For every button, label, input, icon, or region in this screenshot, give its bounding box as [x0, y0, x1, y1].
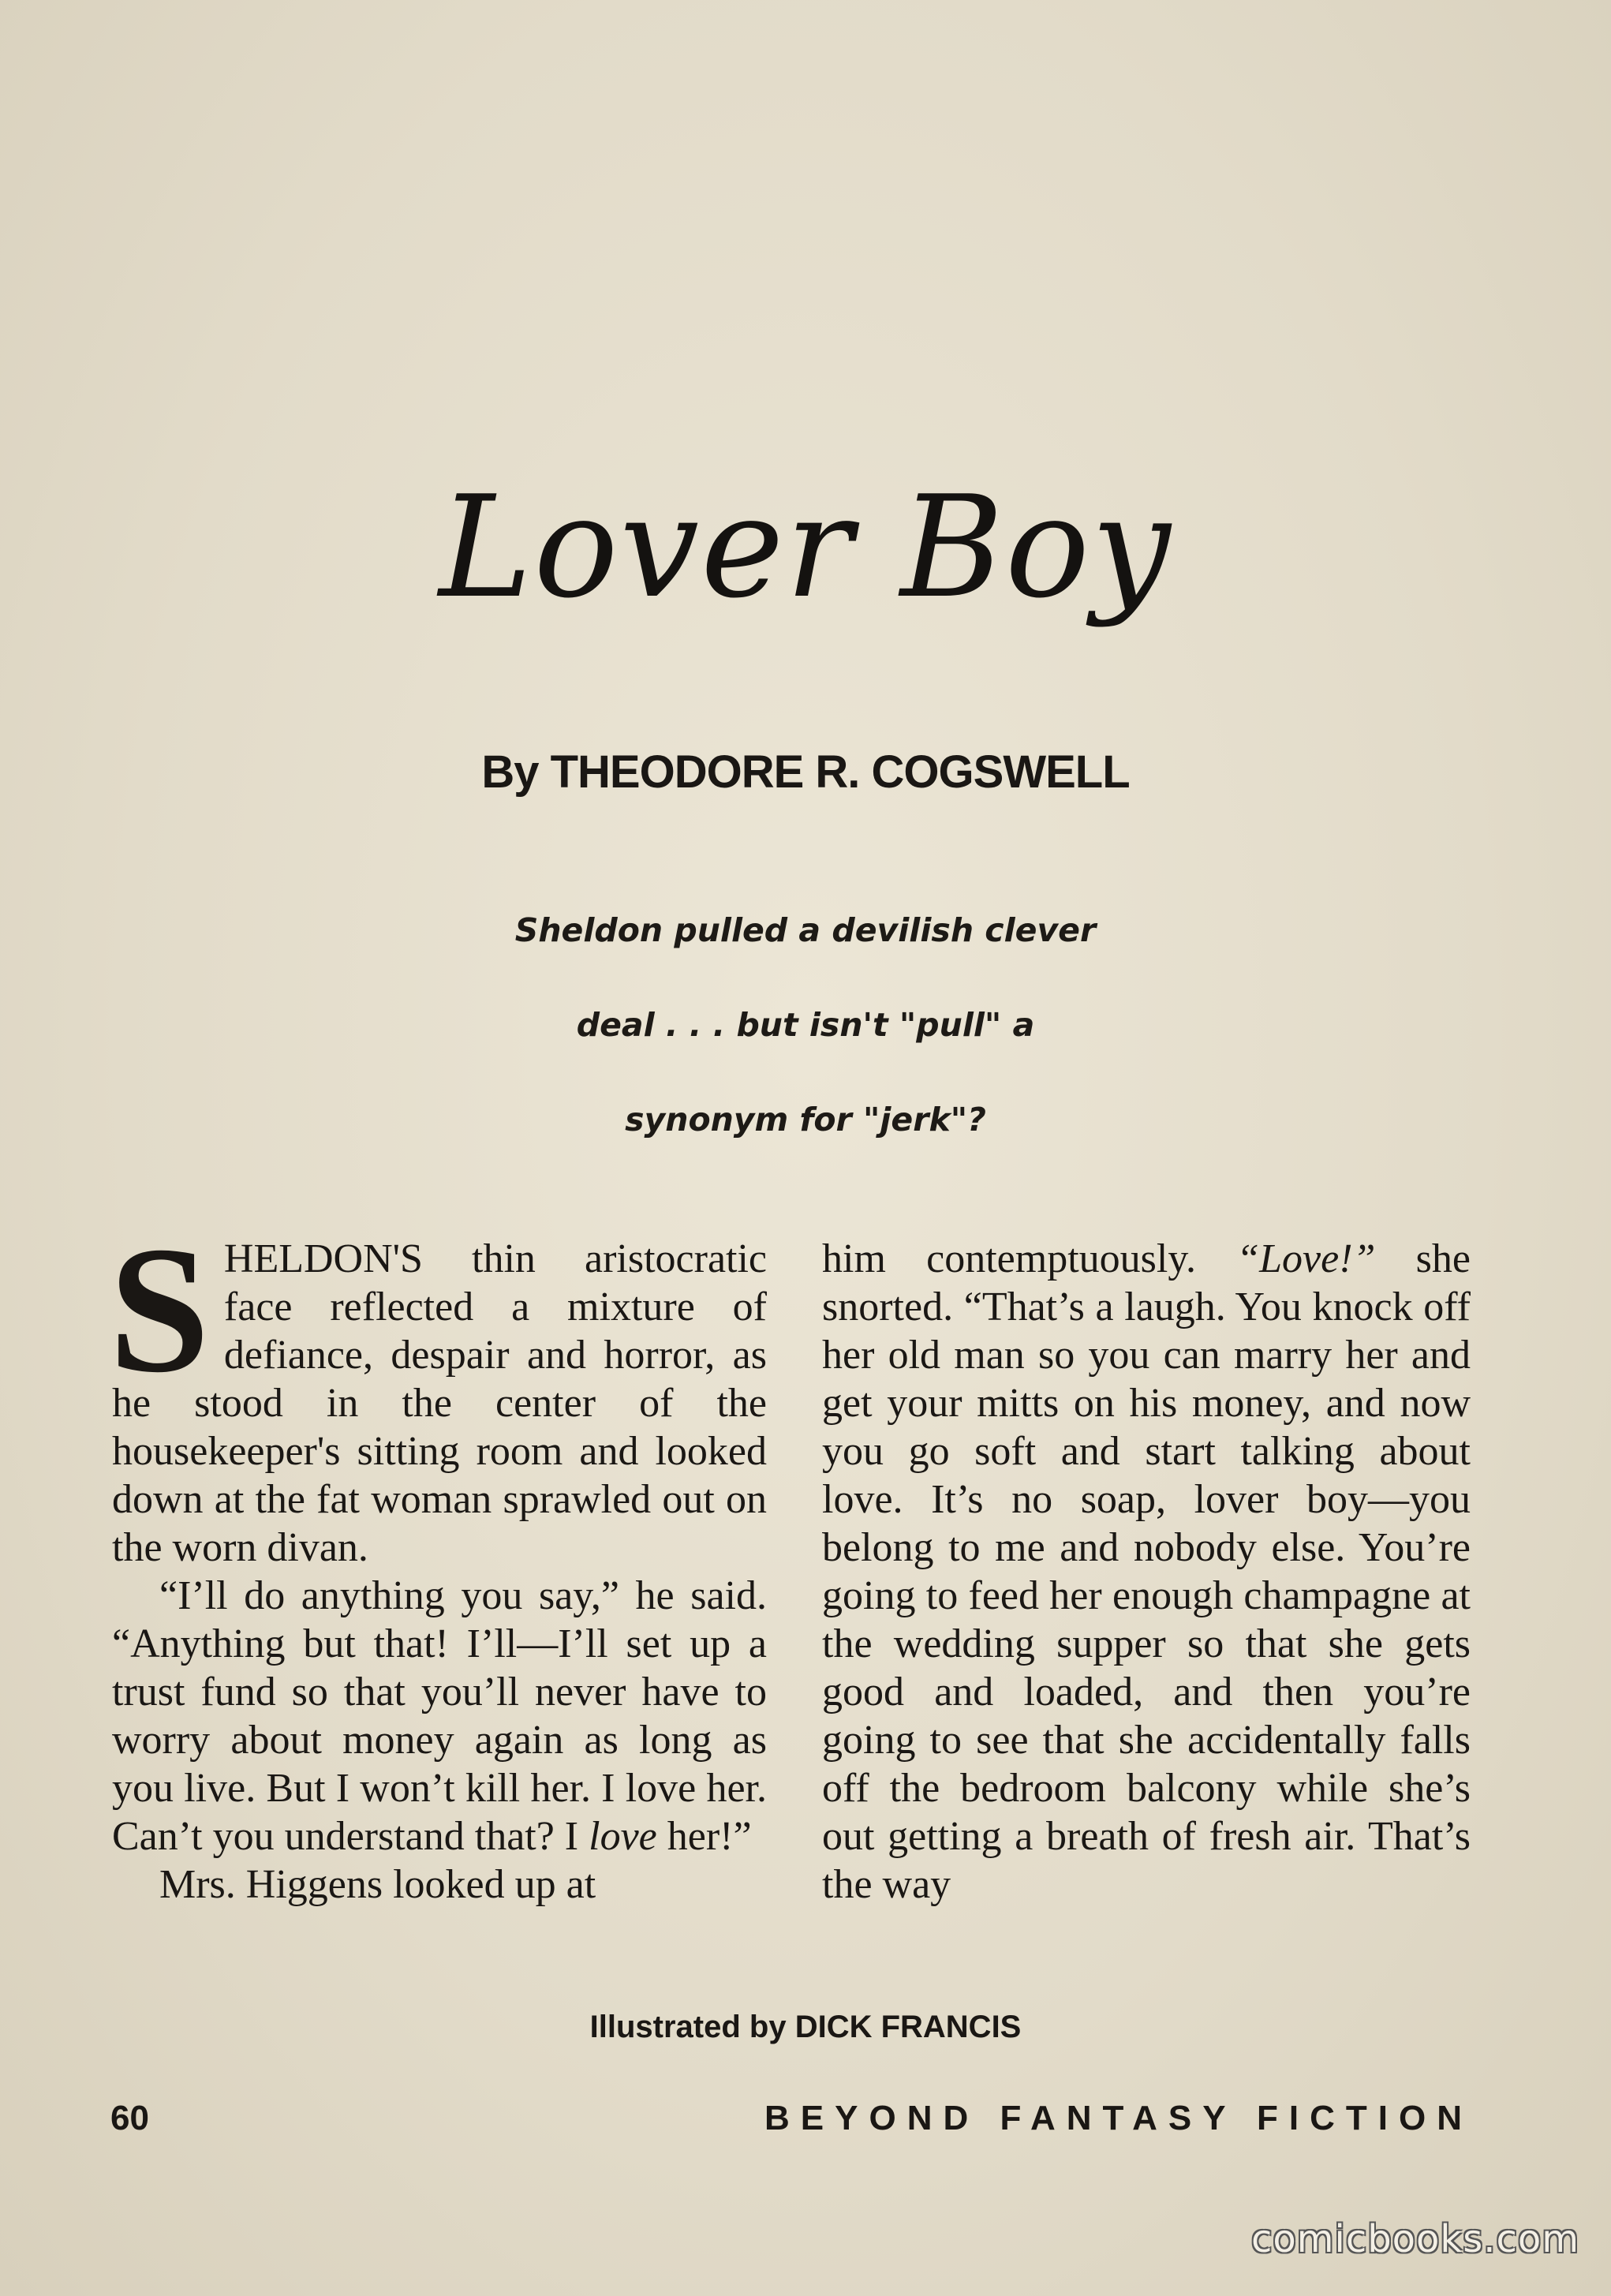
paragraph-1-text: HELDON'S thin aristocratic face reflected a mixture of defiance, despair and horror, as he stood in the center of the housekeeper's sitting room and looked down at the fat woman sprawled out on the worn divan. [112, 1236, 767, 1570]
paragraph-2-emphasis: love [589, 1814, 657, 1859]
magazine-name: BEYOND FANTASY FICTION [764, 2099, 1473, 2137]
page-number: 60 [110, 2099, 149, 2137]
paragraph-3c-text-a: him contemptuously. [822, 1236, 1237, 1281]
body-column-right [822, 1235, 1471, 1909]
paragraph-2 [112, 1572, 767, 1860]
author-byline: By THEODORE R. COGSWELL [481, 746, 1130, 798]
blurb-line-3: synonym for "jerk"? [625, 1101, 986, 1139]
paragraph-2-text-b: her!” [656, 1814, 752, 1859]
watermark: comicbooks.com [1250, 2217, 1579, 2261]
paragraph-1 [109, 1209, 767, 1572]
paragraph-3c-text-b: she snorted. “That’s a laugh. You knock off her old man so you can marry her and get your mitts on his money, and now you go soft and start talking about love. It’s no soap, lover boy—you belong to me and nobody else. You’re going to feed her enough champagne at the wedding supper so that she gets good and loaded, and then you’re going to see that she accidentally falls off the bedroom balcony while she’s out getting a breath of fresh air. That’s the way [822, 1236, 1471, 1907]
illustrator-credit: Illustrated by DICK FRANCIS [589, 2010, 1022, 2044]
body-column-left [109, 1209, 767, 1909]
blurb-line-2: deal . . . but isn't "pull" a [576, 1006, 1035, 1044]
paragraph-2-text-a: “I’ll do anything you say,” he said. “Anything but that! I’ll—I’ll set up a trust fund so that you’ll never have to worry about money again as long as you live. But I won’t kill her. I love her. Can’t you understand that? I [112, 1573, 767, 1859]
drop-cap: S [109, 1209, 210, 1410]
paragraph-3c-emphasis: “Love!” [1236, 1236, 1376, 1281]
story-title: Lover Boy [439, 466, 1172, 629]
paragraph-3: Mrs. Higgens looked up at [159, 1862, 596, 1907]
blurb-line-1: Sheldon pulled a devilish clever [514, 911, 1097, 949]
paragraph-3-continued [822, 1235, 1471, 1909]
